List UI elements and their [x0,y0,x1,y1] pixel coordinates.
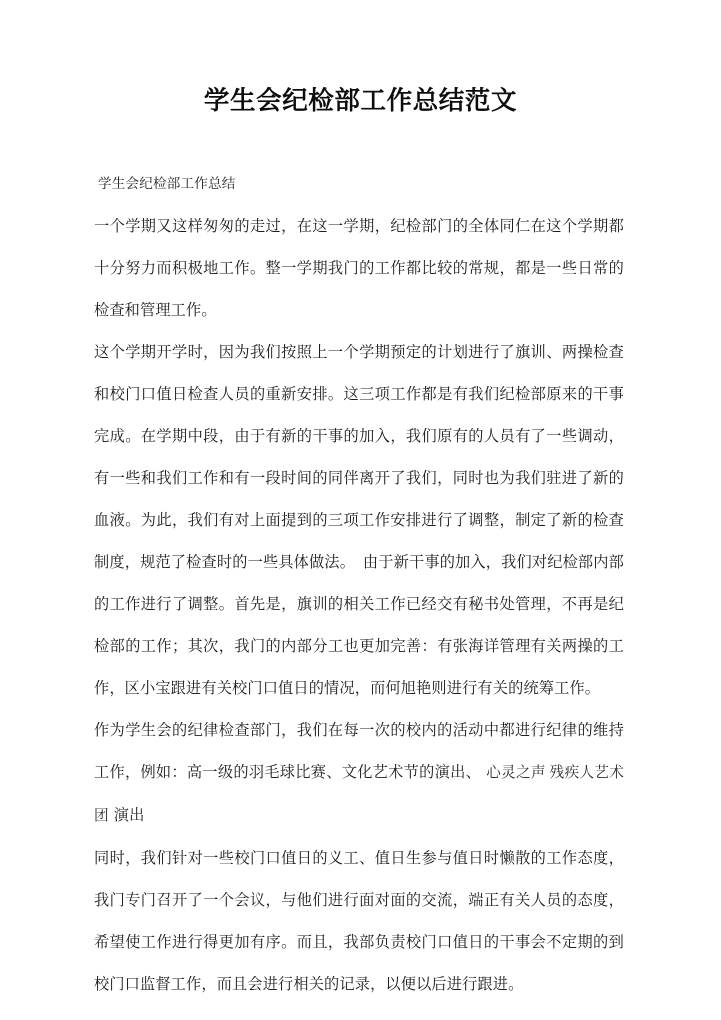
paragraph-1: 一个学期又这样匆匆的走过，在这一学期，纪检部门的全体同仁在这个学期都十分努力而积极地工作。整一学期我门的工作都比较的常规，都是一些日常的检查和管理工作。 [94,217,624,319]
document-body [94,163,624,1005]
paragraph-3: 同时，我们针对一些校门口值日的义工、值日生参与值日时懒散的工作态度，我门专门召开了一个会议，与他们进行面对面的交流，端正有关人员的态度，希望使工作进行得更加有序。而且，我部负责校门口值日的干事会不定期的到校门口监督工作，而且会进行相关的记录，以便以后进行跟进。 [94,849,624,993]
paragraph-activities [94,709,624,837]
lead-heading-line: 学生会纪检部工作总结 [98,176,236,192]
activities-prefix-text: 作为学生会的纪律检查部门，我们在每一次的校内的活动中都进行纪律的维持工作，例如：高一级的羽毛球比赛、文化艺术节的演出、 [94,721,624,781]
activities-highlight-text: 心灵之声 残疾人艺术团 [94,765,624,824]
page-title: 学生会纪检部工作总结范文 [203,86,518,116]
activities-suffix-text: 演出 [108,806,145,824]
paragraph-2: 这个学期开学时，因为我们按照上一个学期预定的计划进行了旗训、两操检查和校门口值日检查人员的重新安排。这三项工作都是有我们纪检部原来的干事完成。在学期中段，由于有新的干事的加入，我们原有的人员有了一些调动，有一些和我们工作和有一段时间的同伴离开了我们，同时也为我们驻进了新的血液。为此，我们有对上面提到的三项工作安排进行了调整，制定了新的检查制度，规范了检查时的一些具体做法。 由于新干事的加入，我们对纪检部内部的工作进行了调整。首先是，旗训的相关工作已经交有秘书处管理，不再是纪检部的工作；其次，我门的内部分工也更加完善：有张海详管理有关两操的工作，区小宝跟进有关校门口值日的情况，而何旭艳则进行有关的统筹工作。 [94,343,624,697]
